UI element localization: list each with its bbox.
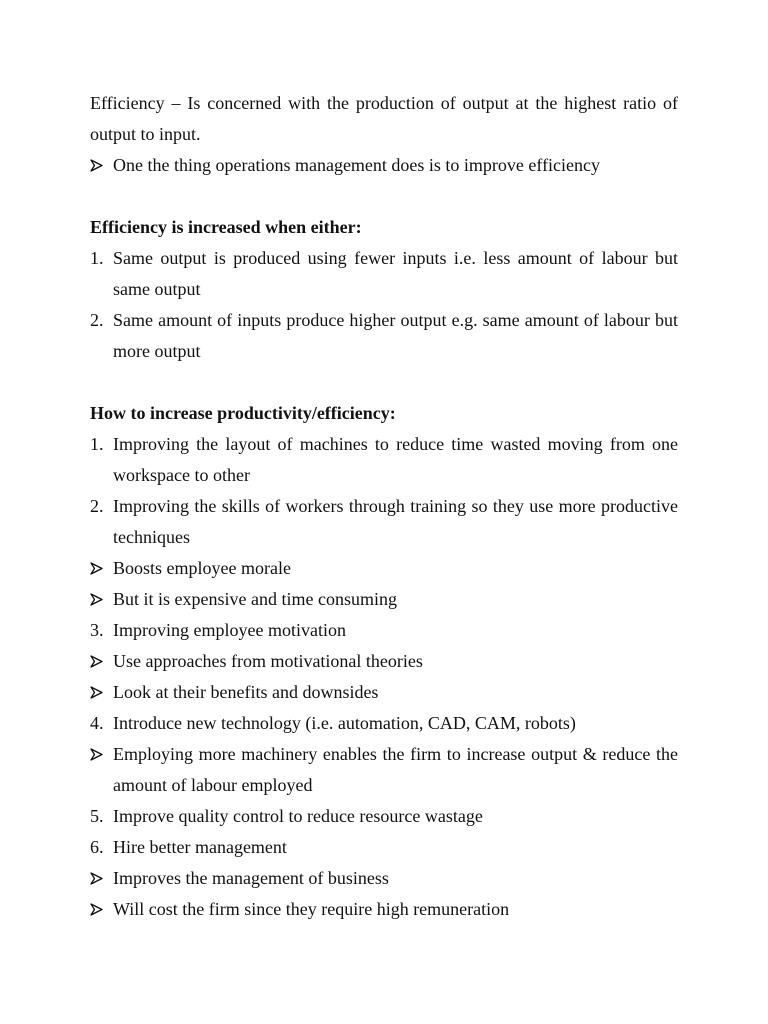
numbered-item [90,429,678,491]
list-item-text: But it is expensive and time consuming [113,589,397,609]
bullet-item [90,739,678,801]
list-number: 5. [90,806,104,826]
list-number: 4. [90,713,104,733]
list-item-text: Boosts employee morale [113,558,291,578]
arrowhead-bullet-icon [90,894,113,925]
list-item-text: Improving the layout of machines to reduce time wasted moving from one workspace to other [113,434,678,485]
list-item-text: Look at their benefits and downsides [113,682,379,702]
numbered-item [90,305,678,367]
numbered-item [90,832,678,863]
numbered-item [90,243,678,305]
arrowhead-bullet-icon [90,584,113,615]
intro-paragraph: Efficiency – Is concerned with the production of output at the highest ratio of output to input. [90,93,678,144]
list-item-text: Improving the skills of workers through training so they use more productive techniques [113,496,678,547]
arrowhead-bullet-icon [90,150,113,181]
document-page [90,88,678,925]
bullet-item [90,584,678,615]
arrowhead-bullet-icon [90,863,113,894]
arrowhead-bullet-icon [90,553,113,584]
section1-heading: Efficiency is increased when either: [90,217,362,237]
numbered-item [90,801,678,832]
bullet-item [90,863,678,894]
list-number: 1. [90,434,104,454]
list-number: 1. [90,248,104,268]
list-item-text: Hire better management [113,837,287,857]
intro-bullet-item [90,150,678,181]
section-spacer [90,367,678,398]
bullet-item [90,553,678,584]
list-item-text: Improving employee motivation [113,620,346,640]
list-item-text: Same output is produced using fewer inputs i.e. less amount of labour but same output [113,248,678,299]
list-item-text: Improve quality control to reduce resource wastage [113,806,483,826]
arrowhead-bullet-icon [90,677,113,708]
list-number: 6. [90,837,104,857]
list-item-text: Improves the management of business [113,868,389,888]
list-number: 2. [90,310,104,330]
intro-bullet-text: One the thing operations management does is to improve efficiency [113,155,601,175]
section2-list [90,429,678,925]
list-item-text: Use approaches from motivational theories [113,651,423,671]
bullet-item [90,646,678,677]
list-item-text: Same amount of inputs produce higher output e.g. same amount of labour but more output [113,310,678,361]
bullet-item [90,677,678,708]
section-spacer [90,181,678,212]
list-number: 3. [90,620,104,640]
section2-heading: How to increase productivity/efficiency: [90,403,396,423]
numbered-item [90,708,678,739]
numbered-item [90,491,678,553]
list-number: 2. [90,496,104,516]
arrowhead-bullet-icon [90,739,113,770]
list-item-text: Introduce new technology (i.e. automation, CAD, CAM, robots) [113,713,576,733]
arrowhead-bullet-icon [90,646,113,677]
bullet-item [90,894,678,925]
list-item-text: Employing more machinery enables the firm to increase output & reduce the amount of labour employed [113,744,678,795]
section1-list [90,243,678,367]
list-item-text: Will cost the firm since they require high remuneration [113,899,510,919]
numbered-item [90,615,678,646]
